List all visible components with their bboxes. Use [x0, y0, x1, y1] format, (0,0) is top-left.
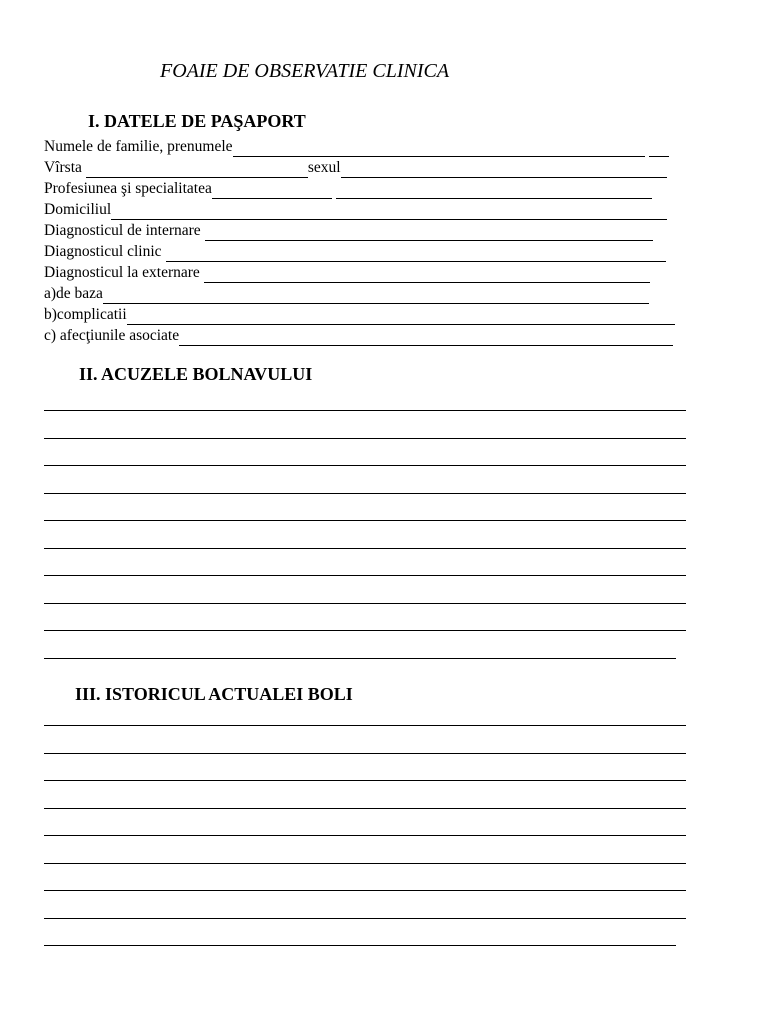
field-input-domicile-2[interactable]: [397, 202, 667, 220]
field-label-profession: Profesiunea şi specialitatea: [44, 180, 212, 197]
field-row-name: [44, 136, 669, 157]
history-writing-line[interactable]: [44, 725, 686, 726]
field-label-diag-discharge: Diagnosticul la externare: [44, 264, 200, 281]
complaints-writing-line[interactable]: [44, 658, 676, 659]
field-row-base: [44, 283, 649, 304]
field-input-diag-discharge-1[interactable]: [204, 265, 422, 283]
history-writing-line[interactable]: [44, 808, 686, 809]
history-writing-line[interactable]: [44, 863, 686, 864]
field-label-domicile: Domiciliul: [44, 201, 112, 218]
field-label-associated: c) afecţiunile asociate: [44, 327, 180, 344]
field-input-name[interactable]: [233, 139, 645, 157]
field-input-profession-2[interactable]: [336, 181, 468, 199]
field-label-base: a)de baza: [44, 285, 103, 302]
field-input-profession-1[interactable]: [212, 181, 332, 199]
field-row-age-sex: [44, 157, 667, 178]
field-label-complications: b)complicatii: [44, 306, 127, 323]
field-row-diag-admission: [44, 220, 653, 241]
history-writing-line[interactable]: [44, 780, 686, 781]
history-writing-line[interactable]: [44, 835, 686, 836]
field-row-domicile: [44, 199, 667, 220]
section-heading-complaints: II. ACUZELE BOLNAVULUI: [79, 364, 313, 384]
field-input-name-extra[interactable]: [649, 139, 669, 157]
field-input-diag-admission-1[interactable]: [205, 223, 337, 241]
field-row-profession: [44, 178, 652, 199]
field-input-sex[interactable]: [341, 160, 667, 178]
history-writing-line[interactable]: [44, 753, 686, 754]
complaints-writing-line[interactable]: [44, 630, 686, 631]
section-heading-history: III. ISTORICUL ACTUALEI BOLI: [75, 684, 353, 704]
field-input-complications[interactable]: [127, 307, 675, 325]
complaints-writing-line[interactable]: [44, 603, 686, 604]
field-row-diag-discharge: [44, 262, 650, 283]
complaints-writing-line[interactable]: [44, 520, 686, 521]
field-row-diag-clinical: [44, 241, 666, 262]
field-input-base[interactable]: [103, 286, 649, 304]
document-title: FOAIE DE OBSERVATIE CLINICA: [160, 60, 450, 82]
field-input-associated-1[interactable]: [179, 328, 523, 346]
history-writing-line[interactable]: [44, 945, 676, 946]
field-input-diag-clinical-2[interactable]: [482, 244, 666, 262]
history-writing-line[interactable]: [44, 918, 686, 919]
field-row-associated: [44, 325, 673, 346]
field-input-age[interactable]: [86, 160, 308, 178]
field-input-domicile-1[interactable]: [111, 202, 397, 220]
field-input-diag-discharge-2[interactable]: [422, 265, 650, 283]
history-writing-line[interactable]: [44, 890, 686, 891]
field-label-diag-admission: Diagnosticul de internare: [44, 222, 201, 239]
section-heading-passport: I. DATELE DE PAŞAPORT: [88, 111, 306, 131]
complaints-writing-line[interactable]: [44, 410, 686, 411]
complaints-writing-line[interactable]: [44, 465, 686, 466]
field-label-sex: sexul: [307, 159, 341, 176]
complaints-writing-line[interactable]: [44, 438, 686, 439]
field-input-profession-3[interactable]: [468, 181, 652, 199]
field-row-complications: [44, 304, 675, 325]
complaints-writing-line[interactable]: [44, 575, 686, 576]
complaints-writing-line[interactable]: [44, 493, 686, 494]
field-label-age: Vîrsta: [44, 159, 82, 176]
field-input-diag-admission-2[interactable]: [337, 223, 653, 241]
field-label-diag-clinical: Diagnosticul clinic: [44, 243, 162, 260]
complaints-writing-line[interactable]: [44, 548, 686, 549]
field-input-diag-clinical-1[interactable]: [166, 244, 482, 262]
field-label-name: Numele de familie, prenumele: [44, 138, 233, 155]
field-input-associated-2[interactable]: [523, 328, 673, 346]
